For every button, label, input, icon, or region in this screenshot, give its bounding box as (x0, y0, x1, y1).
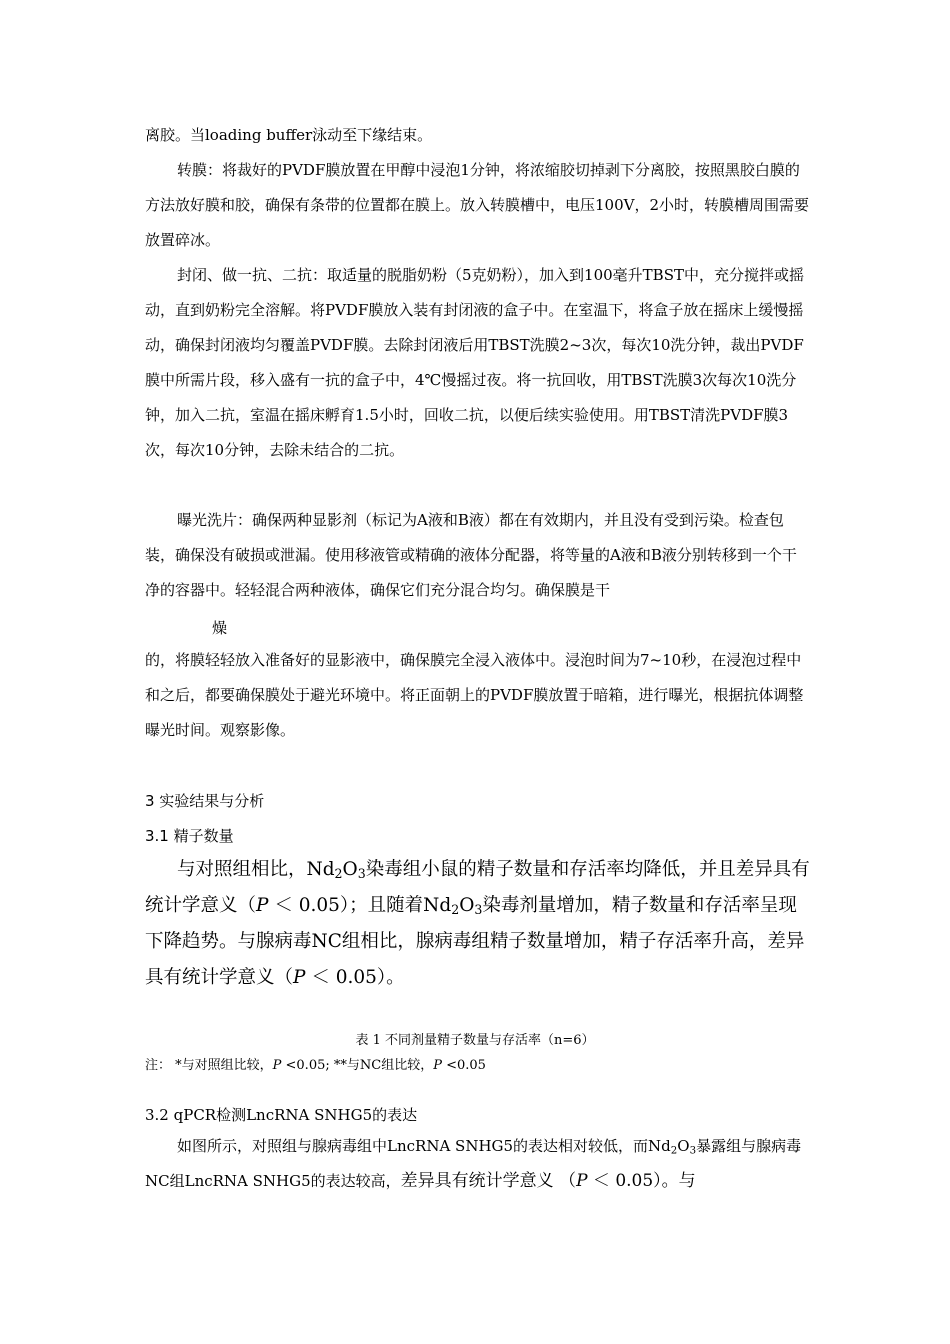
subscript: 2 (334, 866, 343, 882)
text-run: <0.05 (441, 1058, 486, 1073)
text-run: <0.05; **与NC组比较， (281, 1058, 434, 1073)
text-run: 暴露组与腺病毒NC组LncRNA SNHG5的表达较高， (145, 1137, 802, 1190)
text-run: O (342, 859, 358, 880)
paragraph-exposure-part-2: 的，将膜轻轻放入准备好的显影液中，确保膜完全浸入液体中。浸泡时间为7~10秒，在浸泡过程中和之后，都要确保膜处于避光环境中。将正面朝上的PVDF膜放置于暗箱，进行曝光，根据抗体调整曝光时间。观察影像。 (145, 651, 804, 739)
p-value-symbol: P (293, 967, 306, 988)
text-run: 与对照组相比，Nd (177, 859, 335, 880)
p-value-symbol: P (433, 1058, 442, 1073)
section-heading-3: 3 实验结果与分析 (145, 792, 265, 810)
section-heading-3-2: 3.2 qPCR检测LncRNA SNHG5的表达 (145, 1106, 418, 1124)
text-run: O (459, 895, 475, 916)
text-run: 注： *与对照组比较， (145, 1058, 273, 1073)
subscript: 2 (670, 1145, 678, 1157)
text-run: ＜ 0.05）。 (305, 967, 405, 988)
paragraph-blocking-antibody: 封闭、做一抗、二抗：取适量的脱脂奶粉（5克奶粉），加入到100毫升TBST中，充分搅拌或摇动，直到奶粉完全溶解。将PVDF膜放入装有封闭液的盒子中。在室温下，将盒子放在摇床上缓慢摇动，确保封闭液均匀覆盖PVDF膜。去除封闭液后用TBST洗膜2~3次，每次10洗分钟，裁出PVDF膜中所需片段，移入盛有一抗的盒子中，4℃慢摇过夜。将一抗回收，用TBST洗膜3次每次10洗分钟，加入二抗，室温在摇床孵育1.5小时，回收二抗，以便后续实验使用。用TBST清洗PVDF膜3次，每次10分钟，去除未结合的二抗。 (145, 266, 804, 459)
section-heading-3-1: 3.1 精子数量 (145, 827, 234, 845)
paragraph-sperm-count-result (145, 852, 810, 996)
text-run: 染毒组小鼠的精子数量和存活率均降低，并且差异具有统计学意义（ (145, 859, 810, 916)
table-note (145, 1056, 486, 1076)
paragraph-exposure-part-1: 曝光洗片：确保两种显影剂（标记为A液和B液）都在有效期内，并且没有受到污染。检查包装，确保没有破损或泄漏。使用移液管或精确的液体分配器，将等量的A液和B液分别转移到一个干净的容器中。轻轻混合两种液体，确保它们充分混合均匀。确保膜是干 (145, 511, 797, 599)
p-value-symbol: P (576, 1171, 588, 1191)
table-caption: 表 1 不同剂量精子数量与存活率（n=6） (355, 1033, 595, 1048)
paragraph-qpcr-result (145, 1129, 810, 1199)
subscript: 3 (689, 1145, 697, 1157)
text-run: 差异具有统计学意义 （ (400, 1171, 577, 1191)
orphan-character: 燥 (212, 619, 228, 637)
subscript: 3 (474, 902, 483, 918)
paragraph-transfer-membrane: 转膜：将裁好的PVDF膜放置在甲醇中浸泡1分钟，将浓缩胶切掉剥下分离胶，按照黑胶白膜的方法放好膜和胶，确保有条带的位置都在膜上。放入转膜槽中，电压100V，2小时，转膜槽周围需要放置碎冰。 (145, 161, 810, 249)
text-run: ＜ 0.05）。与 (587, 1171, 696, 1191)
text-run: 如图所示，对照组与腺病毒组中LncRNA SNHG5的表达相对较低，而Nd (177, 1137, 671, 1155)
text-run: 染毒剂量增加，精子数量和存活率呈现下降趋势。与腺病毒NC组相比，腺病毒组精子数量增加，精子存活率升高，差异具有统计学意义（ (145, 895, 805, 988)
subscript: 2 (451, 902, 460, 918)
subscript: 3 (357, 866, 366, 882)
paragraph-intro: 离胶。当loading buffer泳动至下缘结束。 (145, 126, 433, 144)
p-value-symbol: P (272, 1058, 282, 1073)
p-value-symbol: P (256, 895, 269, 916)
text-run: ＜ 0.05）；且随着Nd (268, 895, 452, 916)
text-run: O (677, 1137, 690, 1155)
